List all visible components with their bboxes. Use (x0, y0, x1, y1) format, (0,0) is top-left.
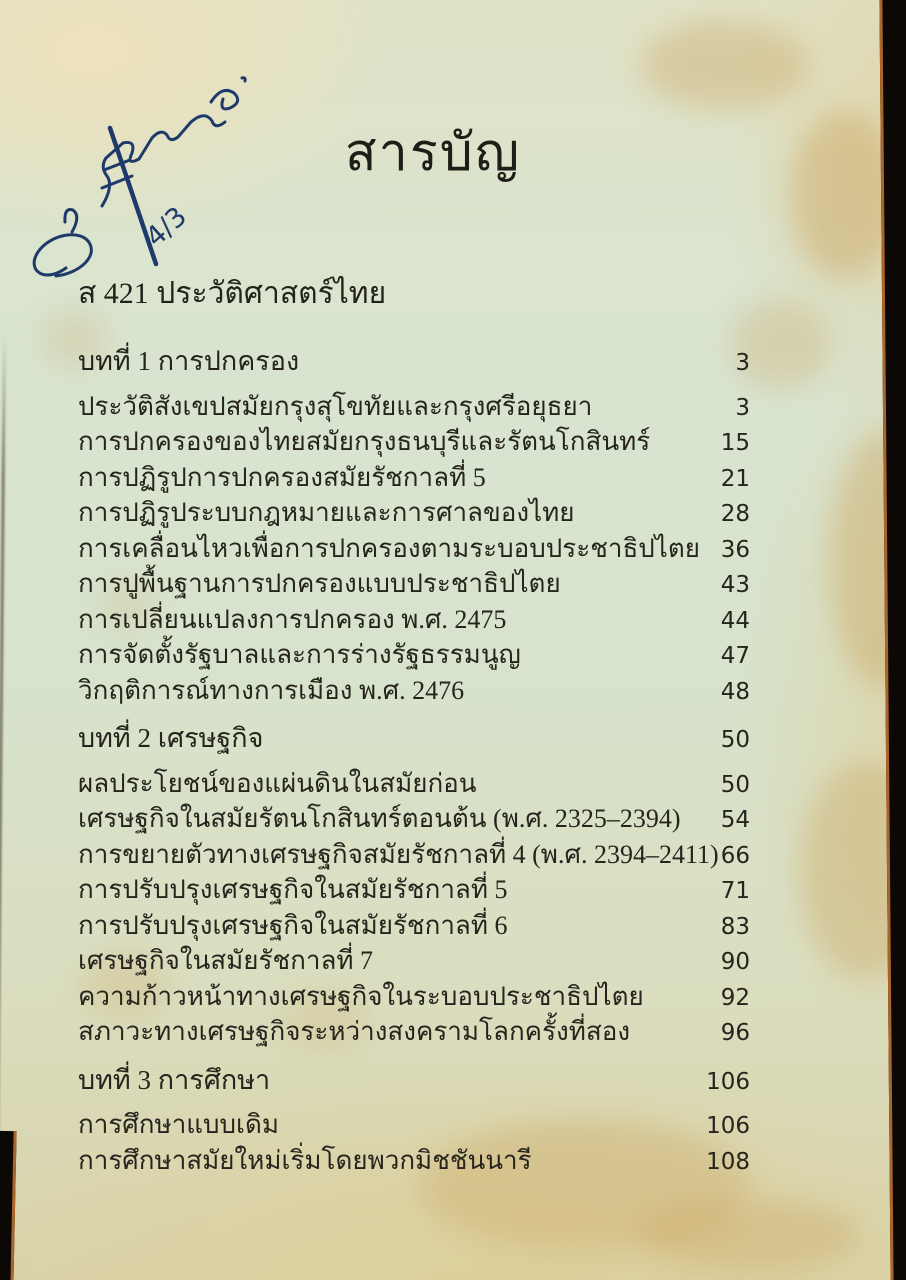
toc-row (78, 670, 750, 706)
chapter-title: บทที่ 2 เศรษฐกิจ (78, 723, 264, 753)
entry-title: การศึกษาสมัยใหม่เริ่มโดยพวกมิชชันนารี (78, 1145, 532, 1175)
toc-chapter-row (78, 716, 750, 752)
page-number: 92 (720, 984, 750, 1011)
entry-title: การปรับปรุงเศรษฐกิจในสมัยรัชกาลที่ 5 (78, 875, 508, 904)
page-number: 90 (720, 949, 750, 975)
toc-row (78, 905, 750, 941)
entry-title: วิกฤติการณ์ทางการเมือง พ.ศ. 2476 (78, 675, 465, 705)
entry-title: การปรับปรุงเศรษฐกิจในสมัยรัชกาลที่ 6 (78, 910, 508, 940)
entry-title: ประวัติสังเขปสมัยกรุงสุโขทัยและกรุงศรีอยุธยา (78, 391, 593, 421)
table-of-contents (78, 328, 750, 1175)
toc-row (78, 634, 750, 670)
entry-title: เศรษฐกิจในสมัยรัตนโกสินทร์ตอนต้น (พ.ศ. 2325–2394) (78, 804, 681, 833)
toc-row (78, 421, 750, 457)
handwriting-fraction: 4/3 (139, 201, 193, 254)
entry-title: การเคลื่อนไหวเพื่อการปกครองตามระบอบประชาธิปไตย (78, 533, 701, 563)
entry-title: เศรษฐกิจในสมัยรัชกาลที่ 7 (78, 946, 374, 975)
toc-row (78, 492, 750, 528)
page-number: 54 (720, 807, 750, 833)
toc-row (78, 1104, 750, 1140)
entry-title: ผลประโยชน์ของแผ่นดินในสมัยก่อน (78, 768, 477, 798)
toc-row (78, 599, 750, 635)
page-number: 43 (720, 572, 750, 598)
page-number: 108 (706, 1148, 750, 1175)
entry-title: การปฏิรูปการปกครองสมัยรัชกาลที่ 5 (78, 462, 486, 492)
chapter-title: บทที่ 1 การปกครอง (78, 346, 300, 376)
page-number: 15 (720, 430, 750, 456)
page-number: 83 (720, 913, 750, 940)
toc-row (78, 763, 750, 799)
page-number: 28 (720, 501, 750, 527)
toc-row (78, 1140, 750, 1176)
page-number: 96 (720, 1020, 750, 1046)
page-number: 44 (720, 607, 750, 634)
scan-edge-right (879, 0, 906, 1280)
chapter-title: บทที่ 3 การศึกษา (78, 1064, 271, 1095)
entry-title: การจัดตั้งรัฐบาลและการร่างรัฐธรรมนูญ (78, 640, 521, 669)
toc-row (78, 976, 750, 1012)
page-number: 106 (706, 1068, 750, 1095)
page-number: 50 (720, 771, 750, 798)
page-number: 48 (720, 678, 750, 705)
page-title: สารบัญ (344, 125, 522, 182)
toc-row (78, 386, 750, 422)
toc-row (78, 528, 750, 564)
entry-title: การศึกษาแบบเดิม (78, 1110, 279, 1139)
ink-speck (704, 28, 709, 33)
page-number: 50 (720, 727, 750, 753)
entry-title: การปูพื้นฐานการปกครองแบบประชาธิปไตย (78, 569, 561, 598)
toc-row (78, 834, 750, 870)
entry-title: การขยายตัวทางเศรษฐกิจสมัยรัชกาลที่ 4 (พ.ศ. 2394–2411) (78, 839, 719, 869)
page-number: 66 (720, 842, 750, 869)
page-number: 47 (720, 643, 750, 669)
entry-title: การปฏิรูประบบกฎหมายและการศาลของไทย (78, 498, 575, 527)
entry-title: สภาวะทางเศรษฐกิจระหว่างสงครามโลกครั้งที่สอง (78, 1017, 631, 1046)
page-number: 106 (706, 1113, 750, 1139)
toc-row (78, 1011, 750, 1047)
entry-title: การปกครองของไทยสมัยกรุงธนบุรีและรัตนโกสินทร์ (78, 427, 651, 456)
page-number: 21 (720, 465, 750, 492)
page-number: 3 (735, 350, 750, 376)
toc-chapter-row (78, 1058, 750, 1094)
toc-chapter-row (78, 339, 750, 375)
page-number: 3 (735, 394, 750, 421)
page-number: 71 (720, 878, 750, 904)
course-heading: ส 421 ประวัติศาสตร์ไทย (78, 277, 387, 310)
entry-title: ความก้าวหน้าทางเศรษฐกิจในระบอบประชาธิปไตย (78, 981, 644, 1011)
toc-row (78, 798, 750, 834)
page-number: 36 (720, 536, 750, 563)
scan-edge-left (0, 1131, 17, 1280)
entry-title: การเปลี่ยนแปลงการปกครอง พ.ศ. 2475 (78, 604, 507, 634)
